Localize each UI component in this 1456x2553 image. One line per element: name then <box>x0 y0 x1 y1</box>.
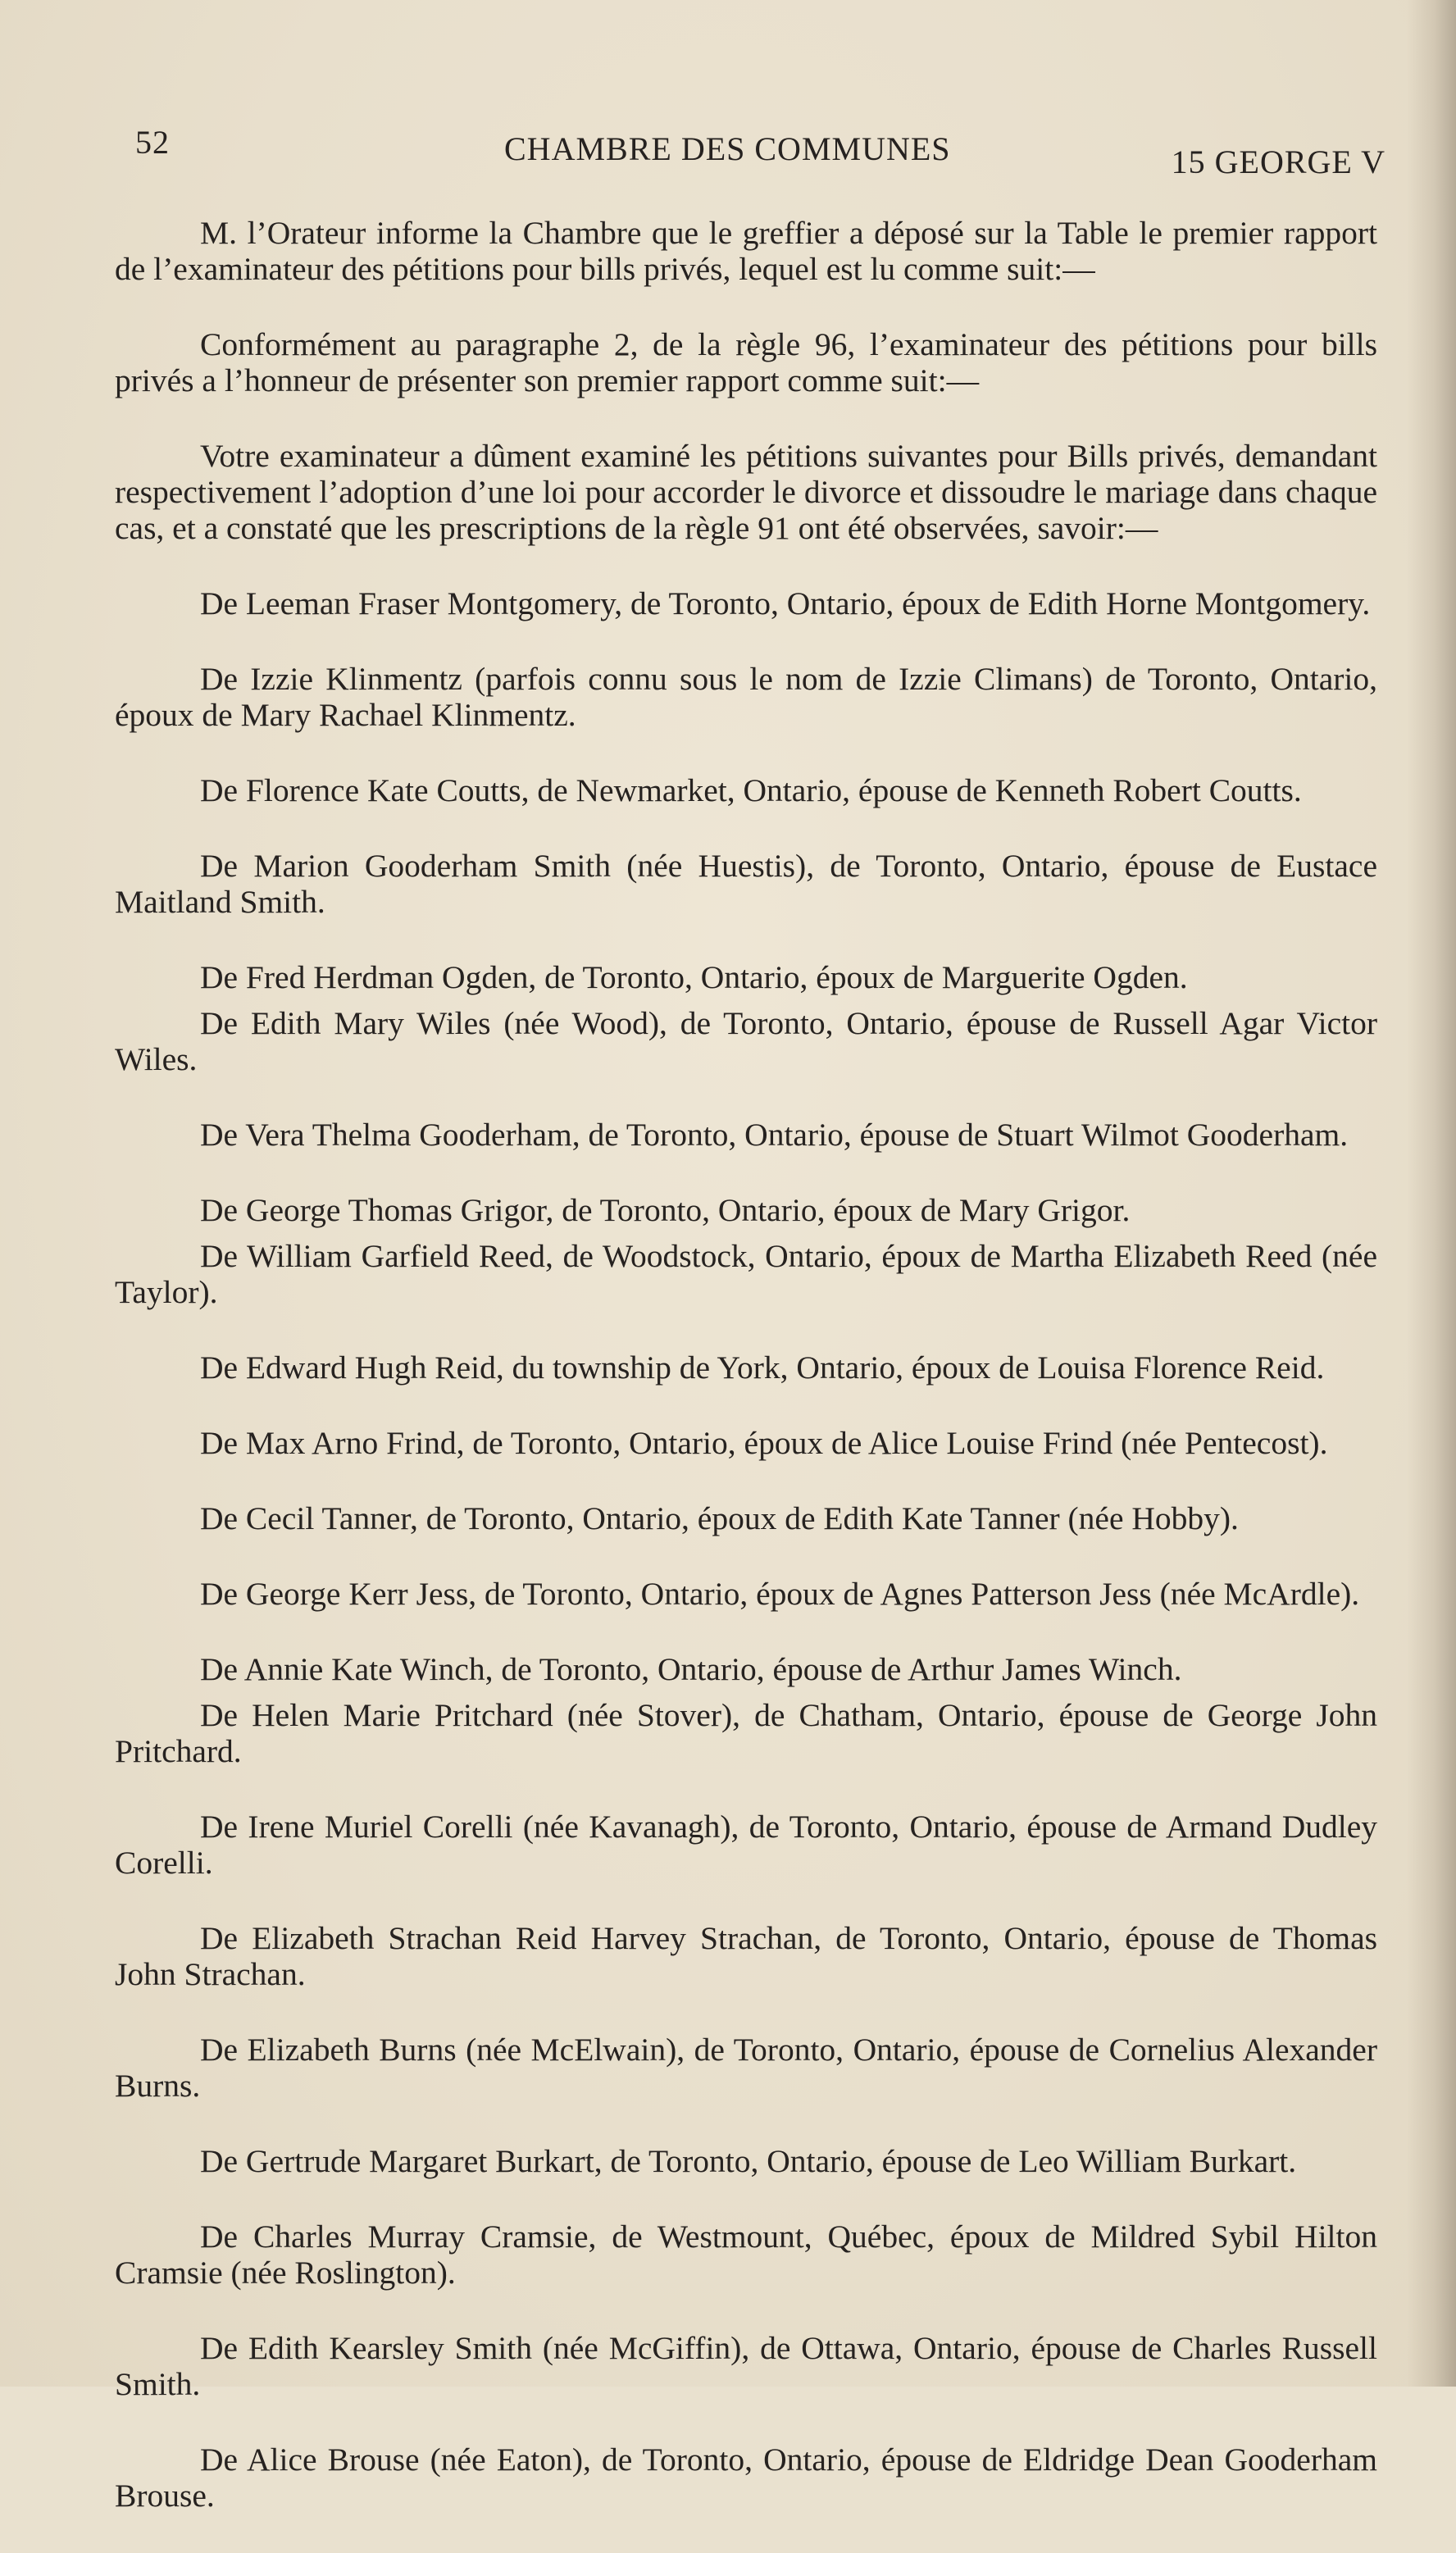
petition-entry: De George Thomas Grigor, de Toronto, Ontario, époux de Mary Grigor. <box>200 1192 1131 1228</box>
running-title: CHAMBRE DES COMMUNES <box>504 130 951 167</box>
petition-entry: De Annie Kate Winch, de Toronto, Ontario, épouse de Arthur James Winch. <box>200 1651 1182 1687</box>
petition-entry: De Marion Gooderham Smith (née Huestis), de Toronto, Ontario, épouse de Eustace Maitland Smith. <box>115 848 1377 920</box>
book-spine-shadow <box>1407 0 1456 2387</box>
petition-entry: De George Kerr Jess, de Toronto, Ontario, époux de Agnes Patterson Jess (née McArdle). <box>200 1576 1360 1612</box>
petition-entry: De Vera Thelma Gooderham, de Toronto, Ontario, épouse de Stuart Wilmot Gooderham. <box>200 1117 1349 1153</box>
petition-entry: De Irene Muriel Corelli (née Kavanagh), de Toronto, Ontario, épouse de Armand Dudley Corelli. <box>115 1809 1377 1881</box>
petition-entry: De Max Arno Frind, de Toronto, Ontario, époux de Alice Louise Frind (née Pentecost). <box>200 1425 1328 1461</box>
petition-entry: De Edward Hugh Reid, du township de York, Ontario, époux de Louisa Florence Reid. <box>200 1349 1325 1386</box>
petition-entry: De Charles Murray Cramsie, de Westmount, Québec, époux de Mildred Sybil Hilton Cramsie (née Roslington). <box>115 2219 1377 2291</box>
petition-entry: De Cecil Tanner, de Toronto, Ontario, époux de Edith Kate Tanner (née Hobby). <box>200 1500 1239 1536</box>
page-header <box>135 123 1385 180</box>
petition-entry: De Helen Marie Pritchard (née Stover), de Chatham, Ontario, épouse de George John Pritchard. <box>115 1697 1377 1769</box>
petition-entry: De Leeman Fraser Montgomery, de Toronto, Ontario, époux de Edith Horne Montgomery. <box>200 585 1371 621</box>
petition-entry: De Edith Kearsley Smith (née McGiffin), de Ottawa, Ontario, épouse de Charles Russell Smith. <box>115 2330 1377 2402</box>
petition-entry: De Florence Kate Coutts, de Newmarket, Ontario, épouse de Kenneth Robert Coutts. <box>200 772 1302 808</box>
petition-entry: De Izzie Klinmentz (parfois connu sous le nom de Izzie Climans) de Toronto, Ontario, époux de Mary Rachael Klinmentz. <box>115 661 1377 733</box>
paragraph-examination: Votre examinateur a dûment examiné les pétitions suivantes pour Bills privés, demandant respectivement l’adoption d’une loi pour accorder le divorce et dissoudre le mariage dans chaque cas, et a constaté que les prescriptions de la règle 91 ont été observées, savoir:— <box>115 438 1377 546</box>
petition-entry: De Gertrude Margaret Burkart, de Toronto, Ontario, épouse de Leo William Burkart. <box>200 2143 1297 2179</box>
session-label: 15 GEORGE V <box>1171 143 1385 180</box>
petition-entry: De Fred Herdman Ogden, de Toronto, Ontario, époux de Marguerite Ogden. <box>200 959 1188 995</box>
petition-entry: De Elizabeth Strachan Reid Harvey Strachan, de Toronto, Ontario, épouse de Thomas John Strachan. <box>115 1920 1377 1992</box>
petition-entry: De William Garfield Reed, de Woodstock, Ontario, époux de Martha Elizabeth Reed (née Taylor). <box>115 1238 1377 1310</box>
petition-entry: De Edith Mary Wiles (née Wood), de Toronto, Ontario, épouse de Russell Agar Victor Wiles. <box>115 1005 1377 1077</box>
paragraph-intro: M. l’Orateur informe la Chambre que le greffier a déposé sur la Table le premier rapport de l’examinateur des pétitions pour bills privés, lequel est lu comme suit:— <box>115 215 1377 287</box>
paragraph-rule: Conformément au paragraphe 2, de la règle 96, l’examinateur des pétitions pour bills privés a l’honneur de présenter son premier rapport comme suit:— <box>115 326 1377 398</box>
page-number: 52 <box>135 124 170 161</box>
petition-entry: De Alice Brouse (née Eaton), de Toronto, Ontario, épouse de Eldridge Dean Gooderham Brouse. <box>115 2442 1377 2514</box>
petition-entry: De Elizabeth Burns (née McElwain), de Toronto, Ontario, épouse de Cornelius Alexander Burns. <box>115 2032 1377 2104</box>
page-body <box>115 215 1377 2553</box>
